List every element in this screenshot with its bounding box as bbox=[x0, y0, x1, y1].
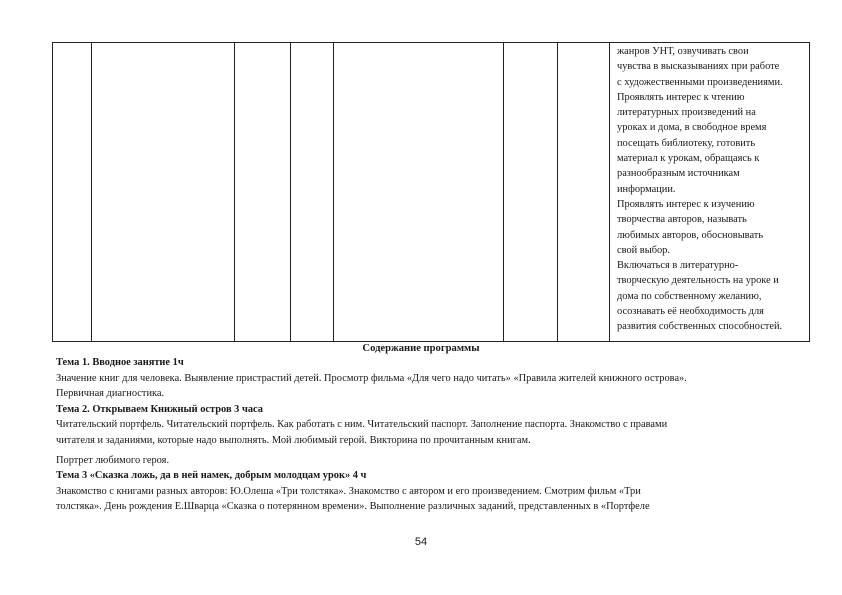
activities-text: жанров УНТ, озвучивать свои чувства в высказываниях при работе с художественными произведениями. Проявлять интерес к чтению литературных произведений на уроках и дома, в свободное время посещать библиотеку, готовить материал к урокам, обращаясь к разнообразным источникам информации. Проявлять интерес к изучению творчества авторов, называть любимых авторов, обосновывать свой выбор. Включаться в литературно- творческую деятельность на уроке и дома по собственному желанию, осознавать её необходимость для развития собственных способностей. bbox=[617, 46, 783, 333]
competencies-table bbox=[52, 42, 810, 342]
topic-3-title: Тема 3 «Сказка ложь, да в ней намек, добрым молодцам урок» 4 ч bbox=[56, 470, 367, 482]
topic-1-text: Значение книг для человека. Выявление пристрастий детей. Просмотр фильма «Для чего надо читать» «Правила жителей книжного острова». bbox=[56, 372, 687, 384]
table-cell-empty bbox=[291, 43, 334, 342]
table-cell-empty bbox=[92, 43, 235, 342]
topic-2-text: Читательский портфель. Читательский портфель. Как работать с ним. Читательский паспорт. Заполнение паспорта. Знакомство с правами bbox=[56, 419, 668, 431]
topic-2-title: Тема 2. Открываем Книжный остров 3 часа bbox=[56, 403, 263, 415]
table-cell-empty bbox=[53, 43, 92, 342]
topic-2-text: читателя и заданиями, которые надо выполнять. Мой любимый герой. Викторина по прочитанным книгам. bbox=[56, 434, 531, 446]
table-cell-empty bbox=[235, 43, 291, 342]
topic-1-title: Тема 1. Вводное занятие 1ч bbox=[56, 357, 184, 368]
table-cell-empty bbox=[504, 43, 558, 342]
table-cell-empty bbox=[558, 43, 610, 342]
program-content bbox=[56, 355, 796, 515]
topic-1-text: Первичная диагностика. bbox=[56, 388, 165, 400]
topic-3-text: толстяка». День рождения Е.Шварца «Сказка о потерянном времени». Выполнение различных заданий, представленных в «Портфеле bbox=[56, 501, 650, 513]
topic-3-text: Знакомство с книгами разных авторов: Ю.Олеша «Три толстяка». Знакомство с автором и его произведением. Смотрим фильм «Три bbox=[56, 485, 641, 497]
table-cell-activities bbox=[610, 43, 810, 342]
page-number: 54 bbox=[414, 536, 428, 548]
section-title: Содержание программы bbox=[362, 343, 480, 354]
table-cell-empty bbox=[334, 43, 504, 342]
topic-2-text: Портрет любимого героя. bbox=[56, 454, 170, 466]
